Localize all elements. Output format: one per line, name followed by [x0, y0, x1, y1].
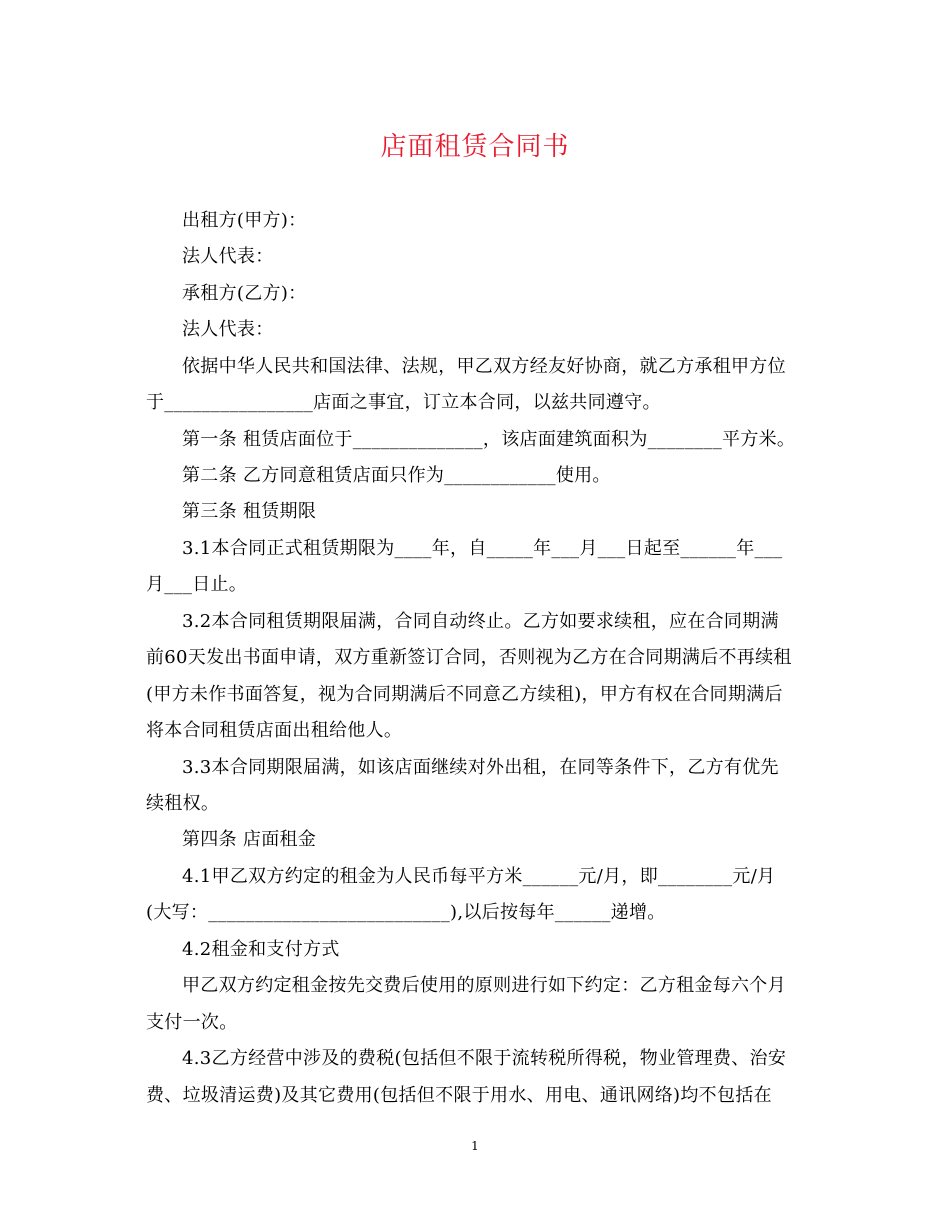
clause-3-1-line-1: 3.1本合同正式租赁期限为____年，自_____年___月___日起至______年___ — [182, 538, 783, 559]
preamble-line-1: 依据中华人民共和国法律、法规，甲乙双方经友好协商，就乙方承租甲方位 — [182, 356, 786, 377]
lessor-line: 出租方(甲方)： — [182, 210, 307, 231]
clause-4-3-line-2: 费、垃圾清运费)及其它费用(包括但不限于用水、用电、通讯网络)均不包括在 — [146, 1085, 772, 1106]
article-3-heading: 第三条 租赁期限 — [182, 501, 317, 522]
clause-4-2-line-2: 支付一次。 — [146, 1012, 238, 1033]
clause-4-1-line-1: 4.1甲乙双方约定的租金为人民币每平方米______元/月，即________元/月 — [182, 866, 776, 887]
clause-3-2-line-4: 将本合同租赁店面出租给他人。 — [146, 720, 403, 741]
lessee-representative-line: 法人代表： — [182, 319, 274, 340]
clause-3-3-line-1: 3.3本合同期限届满，如该店面继续对外出租，在同等条件下，乙方有优先 — [182, 757, 779, 778]
clause-3-3-line-2: 续租权。 — [146, 793, 220, 814]
lessee-line: 承租方(乙方)： — [182, 283, 307, 304]
clause-3-2-line-3: (甲方未作书面答复，视为合同期满后不同意乙方续租)，甲方有权在合同期满后 — [146, 684, 783, 705]
article-2-line: 第二条 乙方同意租赁店面只作为____________使用。 — [182, 465, 611, 486]
clause-4-3-line-1: 4.3乙方经营中涉及的费税(包括但不限于流转税所得税，物业管理费、治安 — [182, 1048, 787, 1069]
clause-4-1-line-2: (大写：__________________________),以后按每年______递增。 — [146, 902, 666, 923]
clause-4-2-line-1: 甲乙双方约定租金按先交费后使用的原则进行如下约定：乙方租金每六个月 — [182, 975, 786, 996]
document-title: 店面租赁合同书 — [380, 132, 570, 162]
article-4-heading: 第四条 店面租金 — [182, 829, 317, 850]
lessor-representative-line: 法人代表： — [182, 246, 274, 267]
article-1-line: 第一条 租赁店面位于______________，该店面建筑面积为________平方米。 — [182, 429, 796, 450]
preamble-line-2: 于________________店面之事宜，订立本合同，以兹共同遵守。 — [146, 392, 661, 413]
clause-3-2-line-1: 3.2本合同租赁期限届满，合同自动终止。乙方如要求续租，应在合同期满 — [182, 611, 779, 632]
clause-3-2-line-2: 前60天发出书面申请，双方重新签订合同，否则视为乙方在合同期满后不再续租 — [146, 647, 792, 668]
clause-4-2-heading: 4.2租金和支付方式 — [182, 939, 340, 960]
clause-3-1-line-2: 月___日止。 — [146, 574, 248, 595]
page-number: 1 — [471, 1139, 479, 1153]
